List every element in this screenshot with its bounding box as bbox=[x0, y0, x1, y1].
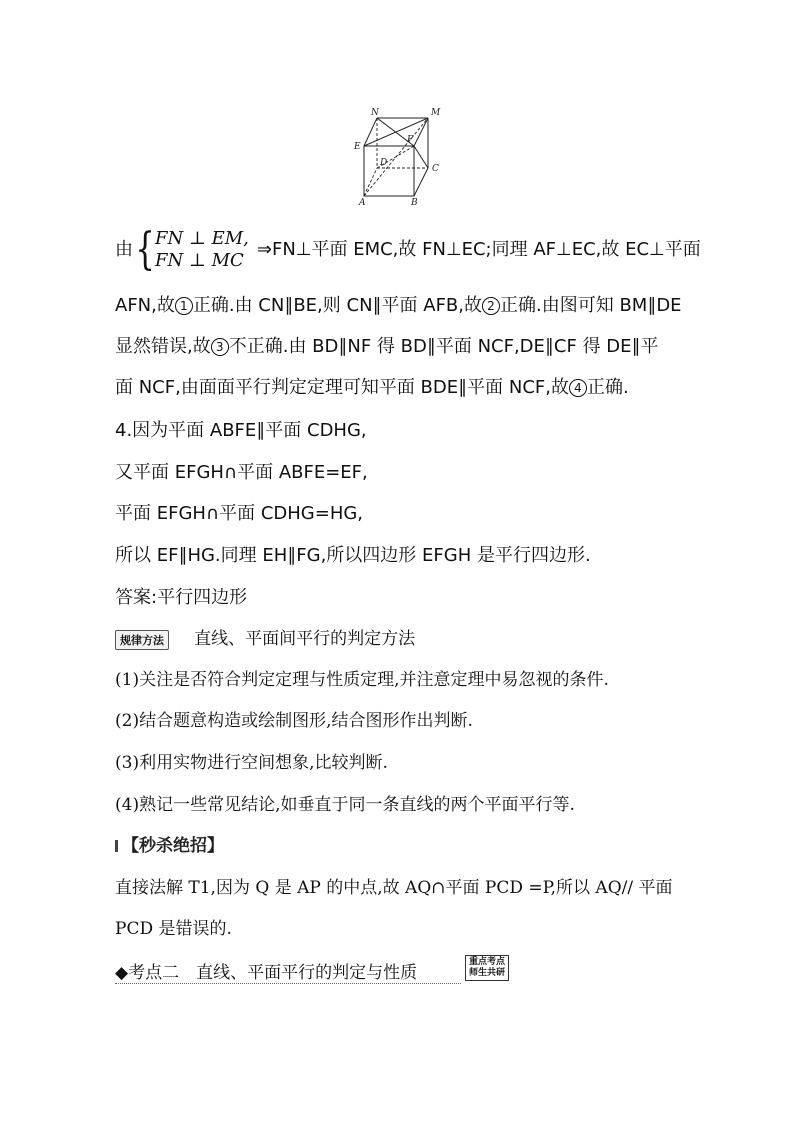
edge-E-N bbox=[364, 118, 377, 146]
label-M: M bbox=[431, 108, 441, 118]
q4-answer: 答案:平行四边形 bbox=[115, 587, 248, 608]
text: 显然错误,故 bbox=[115, 336, 211, 357]
label-B: B bbox=[411, 198, 418, 208]
text: 正确.由 CN∥BE,则 CN∥平面 AFB,故 bbox=[192, 295, 482, 316]
label-N: N bbox=[371, 108, 379, 118]
para1-line3 bbox=[115, 376, 629, 400]
label-D: D bbox=[380, 158, 388, 168]
method-item-1: (1)关注是否符合判定定理与性质定理,并注意定理中易忽视的条件. bbox=[115, 670, 609, 690]
left-brace: { bbox=[135, 224, 155, 275]
circled-4: 4 bbox=[569, 379, 587, 397]
label-F: F bbox=[407, 135, 414, 145]
brace-row-2: FN ⊥ MC bbox=[155, 250, 244, 271]
circled-3: 3 bbox=[211, 338, 229, 356]
circled-1: 1 bbox=[175, 297, 193, 315]
method-item-4: (4)熟记一些常见结论,如垂直于同一条直线的两个平面平行等. bbox=[115, 795, 575, 815]
badge-line-1: 重点考点 bbox=[469, 957, 506, 967]
label-C: C bbox=[432, 164, 439, 174]
kaodian-title: ◆考点二 直线、平面平行的判定与性质 bbox=[115, 963, 418, 983]
cube-figure bbox=[345, 104, 445, 208]
miaosha-title bbox=[115, 834, 224, 858]
method-header bbox=[115, 627, 415, 651]
miaosha-line1: 直接法解 T1,因为 Q 是 AP 的中点,故 AQ∩平面 PCD =P,所以 AQ// 平面 bbox=[115, 878, 673, 898]
method-badge: 规律方法 bbox=[115, 630, 169, 650]
miaosha-title-text: 【秒杀绝招】 bbox=[122, 836, 224, 856]
brace-line bbox=[115, 226, 701, 274]
q4-line3: 平面 EFGH∩平面 CDHG=HG, bbox=[115, 503, 364, 524]
edge-B-C bbox=[414, 168, 428, 196]
brace-suffix: ⇒FN⊥平面 EMC,故 FN⊥EC;同理 AF⊥EC,故 EC⊥平面 bbox=[256, 239, 701, 260]
label-A: A bbox=[359, 198, 366, 208]
method-item-2: (2)结合题意构造或绘制图形,结合图形作出判断. bbox=[115, 711, 473, 731]
text: AFN,故 bbox=[115, 295, 175, 316]
badge-line-2: 师生共研 bbox=[469, 968, 506, 978]
brace-prefix: 由 bbox=[115, 239, 133, 260]
text: 正确.由图可知 BM∥DE bbox=[500, 295, 682, 316]
q4-line4: 所以 EF∥HG.同理 EH∥FG,所以四边形 EFGH 是平行四边形. bbox=[115, 545, 591, 566]
text: 不正确.由 BD∥NF 得 BD∥平面 NCF,DE∥CF 得 DE∥平 bbox=[228, 336, 659, 357]
text: 正确. bbox=[586, 377, 629, 398]
para1-line2 bbox=[115, 335, 659, 359]
q4-line1: 4.因为平面 ABFE∥平面 CDHG, bbox=[115, 420, 367, 441]
brace-system bbox=[155, 228, 249, 272]
marker-bar bbox=[115, 840, 118, 852]
front-face bbox=[364, 146, 414, 196]
label-E: E bbox=[354, 142, 361, 152]
diag-F-C bbox=[414, 146, 428, 168]
kaodian-badge bbox=[465, 955, 509, 981]
q4-line2: 又平面 EFGH∩平面 ABFE=EF, bbox=[115, 462, 368, 483]
miaosha-line2: PCD 是错误的. bbox=[115, 919, 232, 939]
brace-row-1: FN ⊥ EM, bbox=[155, 228, 249, 249]
text: 面 NCF,由面面平行判定定理可知平面 BDE∥平面 NCF,故 bbox=[115, 377, 569, 398]
dotted-underline bbox=[115, 983, 461, 984]
method-title: 直线、平面间平行的判定方法 bbox=[194, 629, 416, 649]
para1-line1 bbox=[115, 294, 682, 318]
method-item-3: (3)利用实物进行空间想象,比较判断. bbox=[115, 753, 388, 773]
circled-2: 2 bbox=[482, 297, 500, 315]
